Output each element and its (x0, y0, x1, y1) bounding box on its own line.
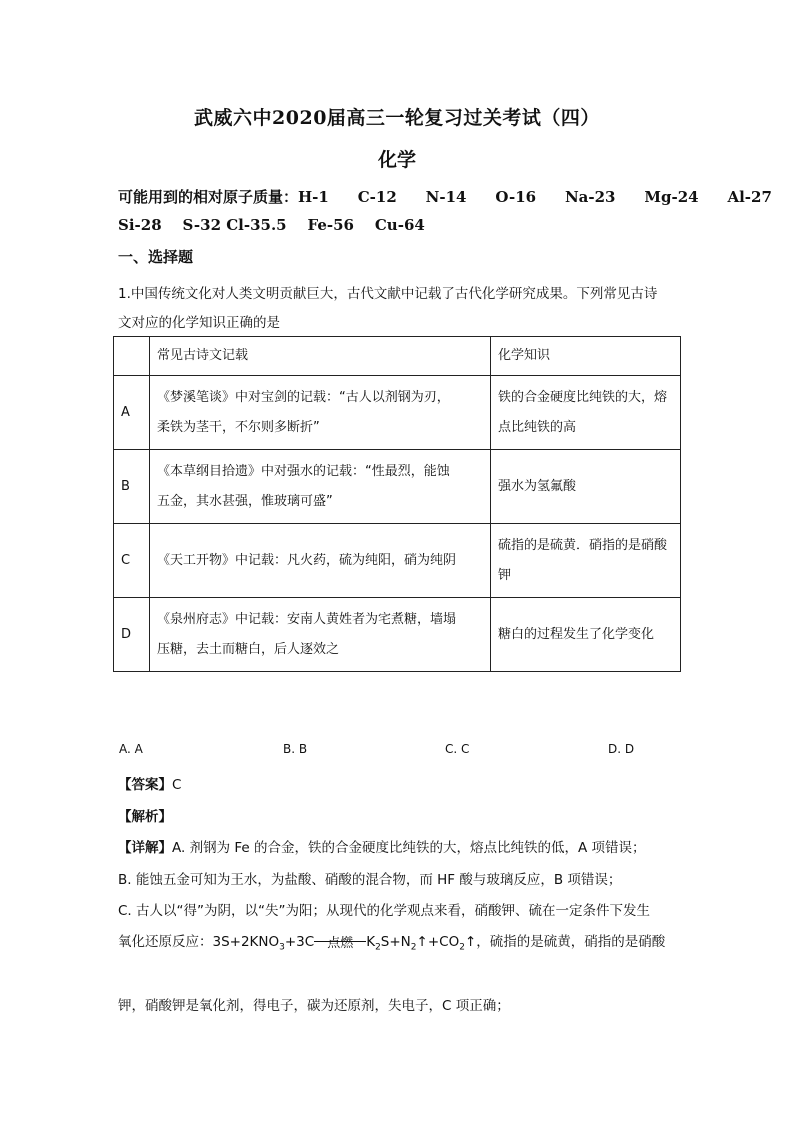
poem-line: 《天工开物》中记载：凡火药，硫为纯阳，硝为纯阴 (157, 552, 457, 568)
knowledge-cell (491, 598, 681, 672)
detail-tag: 【详解】 (118, 840, 172, 856)
subscript: 3 (279, 942, 285, 953)
option-a[interactable]: A. A (119, 742, 143, 756)
table-header-cell (114, 337, 150, 376)
row-label: B (114, 450, 150, 524)
knowledge-line: 点比纯铁的高 (498, 419, 577, 435)
analysis-text: A. 剂钢为 Fe 的合金，铁的合金硬度比纯铁的大，熔点比纯铁的低，A 项错误； (172, 840, 646, 856)
knowledge-line: 钾 (498, 567, 512, 583)
analysis-line-5: 钾，硝酸钾是氧化剂，得电子，碳为还原剂，失电子，C 项正确； (118, 998, 510, 1014)
table-header-row (114, 337, 681, 376)
table-header-cell: 常见古诗文记载 (150, 337, 491, 376)
equation-text: K (366, 934, 376, 950)
poem-line: 《泉州府志》中记载：安南人黄姓者为宅煮糖，墙塌 (157, 611, 457, 627)
answer-line (118, 773, 181, 793)
chemical-equation (118, 930, 665, 953)
question-table (113, 336, 681, 672)
atomic-mass-line-2: Si-28 S-32 Cl-35.5 Fe-56 Cu-64 (118, 216, 425, 234)
question-stem-line-1: 1.中国传统文化对人类文明贡献巨大，古代文献中记载了古代化学研究成果。下列常见古诗 (118, 286, 658, 302)
option-b[interactable]: B. B (283, 742, 308, 756)
table-row (114, 450, 681, 524)
equation-text: 氧化还原反应：3S+2KNO (118, 934, 280, 950)
analysis-line-1 (118, 836, 646, 856)
poem-line: 五金，其水甚强，惟玻璃可盛” (157, 493, 333, 509)
poem-line: 柔铁为茎干，不尔则多断折” (157, 419, 320, 435)
atomic-mass-line-1: 可能用到的相对原子质量：H-1 C-12 N-14 O-16 Na-23 Mg-24 Al-27 (118, 188, 772, 206)
option-c[interactable]: C. C (445, 742, 470, 756)
subject-title: 化学 (377, 149, 416, 171)
table-row (114, 524, 681, 598)
poem-cell (150, 598, 491, 672)
reaction-condition (314, 934, 366, 950)
answer-options (0, 742, 794, 762)
subscript: 2 (459, 942, 465, 953)
poem-line: 《本草纲目拾遗》中对强水的记载：“性最烈，能蚀 (157, 463, 450, 479)
knowledge-line: 硫指的是硫黄．硝指的是硝酸 (498, 537, 668, 553)
exam-title: 武威六中2020届高三一轮复习过关考试（四） (194, 107, 600, 129)
row-label: C (114, 524, 150, 598)
table-row (114, 598, 681, 672)
row-label: D (114, 598, 150, 672)
analysis-tag: 【解析】 (118, 809, 172, 825)
equation-text: ↑，硫指的是硫黄，硝指的是硝酸 (464, 934, 666, 950)
knowledge-line: 铁的合金硬度比纯铁的大，熔 (498, 389, 668, 405)
knowledge-line: 糖白的过程发生了化学变化 (498, 626, 655, 642)
poem-line: 《梦溪笔谈》中对宝剑的记载：“古人以剂钢为刃， (157, 389, 450, 405)
knowledge-cell (491, 524, 681, 598)
answer-tag: 【答案】 (118, 777, 172, 793)
knowledge-line: 强水为氢氟酸 (498, 478, 577, 494)
poem-line: 压糖，去土而糖白，后人逐效之 (157, 641, 340, 657)
equation-text: S+N (380, 934, 411, 950)
subscript: 2 (410, 942, 417, 953)
table-header-cell: 化学知识 (491, 337, 681, 376)
poem-cell (150, 376, 491, 450)
answer-value: C (172, 777, 182, 793)
section-heading: 一、选择题 (118, 248, 194, 266)
question-stem-line-2: 文对应的化学知识正确的是 (118, 315, 280, 331)
equation-text: ↑+CO (416, 934, 460, 950)
condition-label: 点燃 (327, 936, 354, 951)
equation-text: +3C (284, 934, 315, 950)
poem-cell (150, 524, 491, 598)
knowledge-cell (491, 376, 681, 450)
row-label: A (114, 376, 150, 450)
analysis-line-3: C. 古人以“得”为阴，以“失”为阳；从现代的化学观点来看，硝酸钾、硫在一定条件下发生 (118, 903, 650, 919)
condition-arrow (314, 941, 366, 942)
option-d[interactable]: D. D (608, 742, 635, 756)
subscript: 2 (375, 942, 381, 953)
table-row (114, 376, 681, 450)
knowledge-cell (491, 450, 681, 524)
analysis-line-2: B. 能蚀五金可知为王水，为盐酸、硝酸的混合物，而 HF 酸与玻璃反应，B 项错误； (118, 872, 622, 888)
poem-cell (150, 450, 491, 524)
